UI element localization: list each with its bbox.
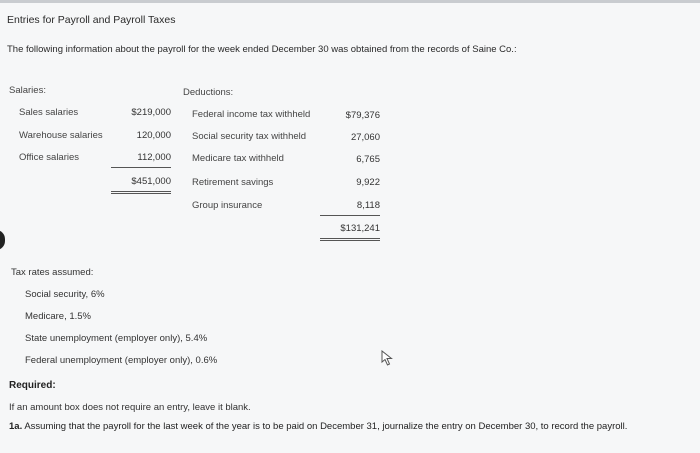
tax-rates-heading: Tax rates assumed: — [11, 267, 94, 278]
part-text: Assuming that the payroll for the last week of the year is to be paid on December 31, journalize the entry on December 30, to record the payroll. — [24, 421, 628, 432]
salaries-heading: Salaries: — [9, 85, 46, 96]
top-border — [0, 0, 700, 3]
intro-text: The following information about the payroll for the week ended December 30 was obtained from the records of Saine Co.: — [7, 44, 517, 55]
mouse-cursor-icon — [381, 350, 395, 366]
deduction-label-retirement: Retirement savings — [192, 177, 274, 188]
deduction-amount-retirement: 9,922 — [356, 177, 380, 188]
salary-label-warehouse: Warehouse salaries — [19, 130, 103, 141]
deduction-amount-medicare: 6,765 — [356, 154, 380, 165]
required-instruction: If an amount box does not require an entry, leave it blank. — [9, 402, 251, 413]
deduction-amount-social-security: 27,060 — [350, 132, 380, 143]
side-panel-handle[interactable] — [0, 230, 5, 250]
part-1a-question — [9, 421, 627, 432]
deduction-label-group-insurance: Group insurance — [192, 200, 263, 211]
deduction-label-federal-income: Federal income tax withheld — [192, 109, 311, 120]
salary-total: $451,000 — [111, 176, 171, 194]
page-title: Entries for Payroll and Payroll Taxes — [7, 14, 176, 26]
deduction-total: $131,241 — [320, 223, 380, 241]
deductions-heading: Deductions: — [183, 87, 234, 98]
salary-amount-office: 112,000 — [111, 152, 171, 168]
tax-rate-social-security: Social security, 6% — [25, 289, 105, 300]
salary-amount-sales: $219,000 — [131, 107, 171, 118]
deduction-label-social-security: Social security tax withheld — [192, 131, 307, 142]
tax-rate-federal-unemployment: Federal unemployment (employer only), 0.6% — [25, 355, 218, 366]
tax-rate-state-unemployment: State unemployment (employer only), 5.4% — [25, 333, 208, 344]
deduction-amount-group-insurance: 8,118 — [320, 200, 380, 216]
deduction-label-medicare: Medicare tax withheld — [192, 153, 284, 164]
tax-rate-medicare: Medicare, 1.5% — [25, 311, 92, 322]
part-number: 1a. — [9, 421, 23, 432]
salary-label-sales: Sales salaries — [19, 107, 79, 118]
deduction-amount-federal-income: $79,376 — [345, 110, 380, 121]
salary-amount-warehouse: 120,000 — [136, 130, 171, 141]
required-label: Required: — [9, 380, 56, 391]
salary-label-office: Office salaries — [19, 152, 80, 163]
